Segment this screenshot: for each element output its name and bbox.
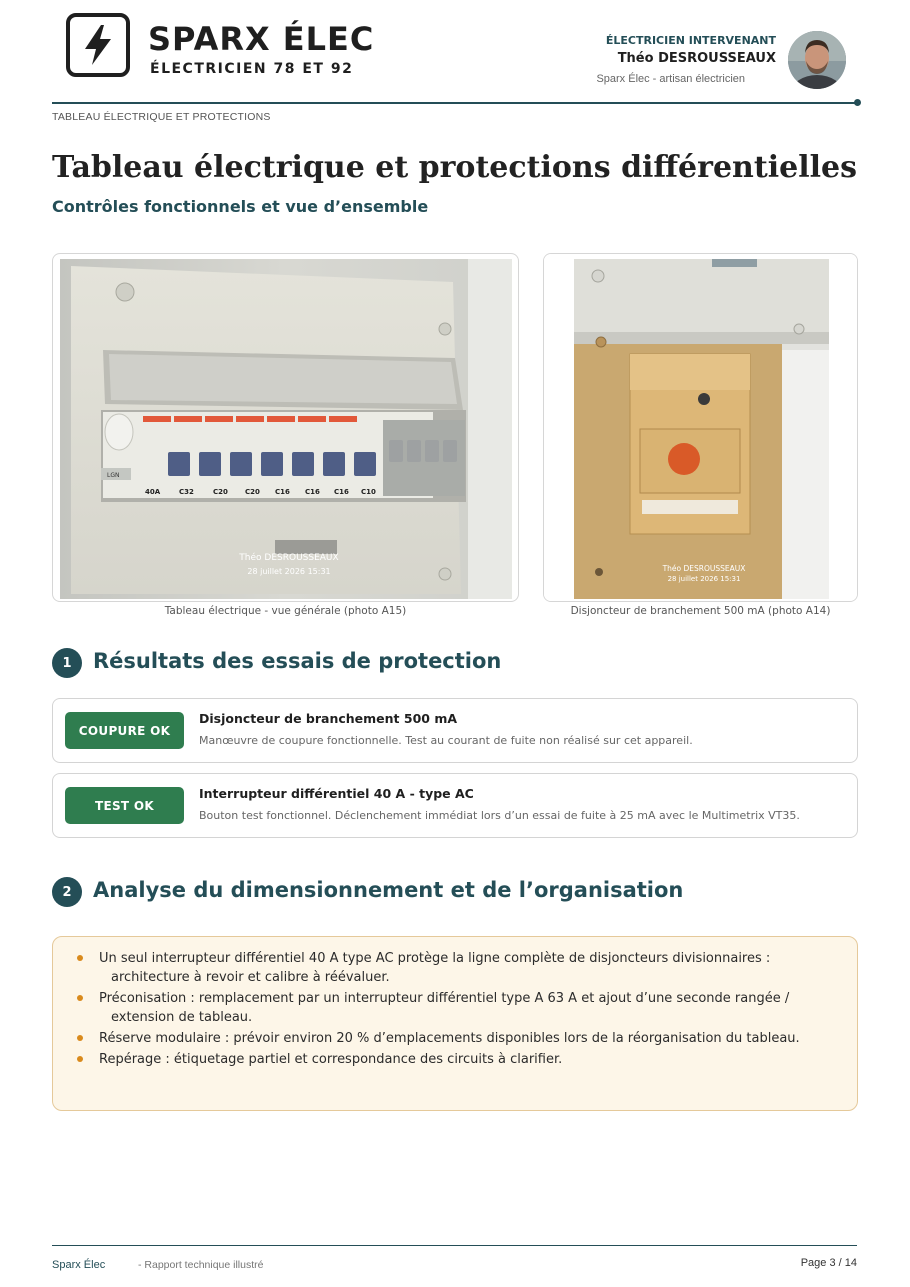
section-title: Analyse du dimensionnement et de l’organisation: [93, 878, 684, 902]
breaker-label: C20: [213, 488, 228, 496]
header-divider-dot: [854, 99, 861, 106]
status-badge: COUPURE OK: [65, 712, 184, 749]
brand-name: SPARX ÉLEC: [148, 20, 375, 58]
result-title: Disjoncteur de branchement 500 mA: [199, 711, 458, 726]
list-item: Préconisation : remplacement par un interrupteur différentiel type A 63 A et ajout d’une seconde rangée / extension de tableau.: [77, 989, 837, 1027]
result-description: Bouton test fonctionnel. Déclenchement immédiat lors d’un essai de fuite à 25 mA avec le Multimetrix VT35.: [199, 809, 800, 822]
page-title: Tableau électrique et protections différentielles: [52, 150, 857, 185]
brand-tagline: ÉLECTRICIEN 78 ET 92: [150, 61, 354, 77]
analysis-list: [77, 949, 837, 1071]
photo-caption: Disjoncteur de branchement 500 mA (photo A14): [570, 605, 831, 617]
breaker-label: C20: [245, 488, 260, 496]
header-divider: [52, 102, 857, 104]
section-number: 2: [52, 877, 82, 907]
breaker-label: 40A: [145, 488, 161, 496]
technician-role: ÉLECTRICIEN INTERVENANT: [605, 34, 776, 47]
footer-brand: Sparx Élec: [52, 1259, 106, 1271]
photo-service-breaker: [543, 253, 858, 602]
photo-watermark-date: 28 juillet 2026 15:31: [667, 575, 741, 583]
section-number: 1: [52, 648, 82, 678]
list-item: Repérage : étiquetage partiel et correspondance des circuits à clarifier.: [77, 1050, 837, 1069]
result-card: [52, 773, 858, 838]
photo-watermark-name: Théo DESROUSSEAUX: [239, 553, 339, 563]
analysis-box: [52, 936, 858, 1111]
breaker-label: C16: [275, 488, 290, 496]
page-subtitle: Contrôles fonctionnels et vue d’ensemble: [52, 197, 429, 216]
bullet-icon: [77, 1035, 83, 1041]
lightning-bolt-icon: [66, 13, 130, 77]
status-badge: TEST OK: [65, 787, 184, 824]
section-tag: TABLEAU ÉLECTRIQUE ET PROTECTIONS: [52, 111, 271, 123]
footer-divider: [52, 1245, 857, 1246]
bullet-icon: [77, 995, 83, 1001]
photo-watermark-date: 28 juillet 2026 15:31: [247, 567, 331, 576]
technician-company: Sparx Élec - artisan électricien: [596, 73, 745, 85]
breaker-label: C16: [334, 488, 349, 496]
result-title: Interrupteur différentiel 40 A - type AC: [199, 786, 474, 801]
avatar: [788, 31, 846, 89]
breaker-label: C32: [179, 488, 194, 496]
list-item: Un seul interrupteur différentiel 40 A type AC protège la ligne complète de disjoncteurs divisionnaires : architecture à revoir et calibre à réévaluer.: [77, 949, 837, 987]
photo-watermark-name: Théo DESROUSSEAUX: [662, 564, 746, 573]
footer-doc-type: - Rapport technique illustré: [138, 1259, 264, 1271]
section-title: Résultats des essais de protection: [93, 649, 502, 673]
result-description: Manœuvre de coupure fonctionnelle. Test au courant de fuite non réalisé sur cet appareil.: [199, 734, 693, 747]
photo-panel-overview: [52, 253, 519, 602]
photo-module-label: LGN: [107, 472, 120, 479]
technician-name: Théo DESROUSSEAUX: [617, 51, 776, 66]
result-card: [52, 698, 858, 763]
photo-caption: Tableau électrique - vue générale (photo A15): [164, 605, 407, 617]
breaker-label: C16: [305, 488, 320, 496]
bullet-icon: [77, 955, 83, 961]
page-number: Page 3 / 14: [800, 1257, 857, 1269]
breaker-label: C10: [361, 488, 376, 496]
list-item: Réserve modulaire : prévoir environ 20 % d’emplacements disponibles lors de la réorganisation du tableau.: [77, 1029, 837, 1048]
bullet-icon: [77, 1056, 83, 1062]
